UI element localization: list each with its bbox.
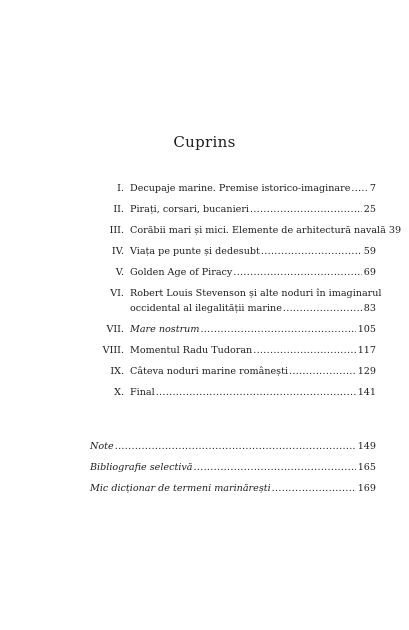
chapter-title: Mare nostrum <box>130 324 200 335</box>
chapter-number: IV. <box>111 246 124 257</box>
page-number: 141 <box>357 387 376 398</box>
page-number: 165 <box>357 462 376 473</box>
page-number: 39 <box>388 225 402 236</box>
dot-leader <box>250 204 362 215</box>
chapter-title: Corăbii mari și mici. Elemente de arhitectură navală <box>130 225 386 236</box>
chapter-number: V. <box>115 267 124 278</box>
page-number: 59 <box>363 246 376 257</box>
chapter-title: Pirați, corsari, bucanieri <box>130 204 249 215</box>
chapter-title: Robert Louis Stevenson și alte noduri în imaginarul <box>130 288 382 299</box>
page-number: 105 <box>357 324 376 335</box>
dot-leader <box>351 183 368 194</box>
chapter-title: Momentul Radu Tudoran <box>130 345 253 356</box>
chapter-title: Decupaje marine. Premise istorico-imaginare <box>130 183 351 194</box>
chapter-title: Câteva noduri marine românești <box>130 366 289 377</box>
chapter-number: VII. <box>106 324 124 335</box>
dot-leader <box>233 267 361 278</box>
dot-leader <box>194 462 356 473</box>
back-matter-title: Mic dicționar de termeni marinărești <box>90 483 271 494</box>
page-number: 129 <box>357 366 376 377</box>
chapter-number: VIII. <box>102 345 124 356</box>
page-title: Cuprins <box>173 133 236 151</box>
page-number: 169 <box>357 483 376 494</box>
dot-leader <box>253 345 355 356</box>
dot-leader <box>289 366 356 377</box>
back-matter-title: Note <box>90 441 114 452</box>
chapter-number: II. <box>113 204 124 215</box>
dot-leader <box>115 441 356 452</box>
chapter-title: Golden Age of Piracy <box>130 267 233 278</box>
page-number: 25 <box>363 204 376 215</box>
page-number: 7 <box>369 183 376 194</box>
dot-leader <box>261 246 362 257</box>
chapter-number: VI. <box>110 288 124 299</box>
page-number: 83 <box>363 303 376 314</box>
page-number: 117 <box>357 345 376 356</box>
page-number: 69 <box>363 267 376 278</box>
dot-leader <box>156 387 356 398</box>
chapter-title: Final <box>130 387 155 398</box>
dot-leader <box>200 324 355 335</box>
chapter-number: X. <box>114 387 124 398</box>
page-number: 149 <box>357 441 376 452</box>
dot-leader <box>272 483 356 494</box>
chapter-number: I. <box>117 183 124 194</box>
chapter-title-continued: occidental al ilegalității marine <box>130 303 282 314</box>
chapter-number: III. <box>109 225 124 236</box>
back-matter-title: Bibliografie selectivă <box>90 462 193 473</box>
chapter-number: IX. <box>110 366 124 377</box>
dot-leader <box>283 303 362 314</box>
chapter-title: Viața pe punte și dedesubt <box>130 246 260 257</box>
